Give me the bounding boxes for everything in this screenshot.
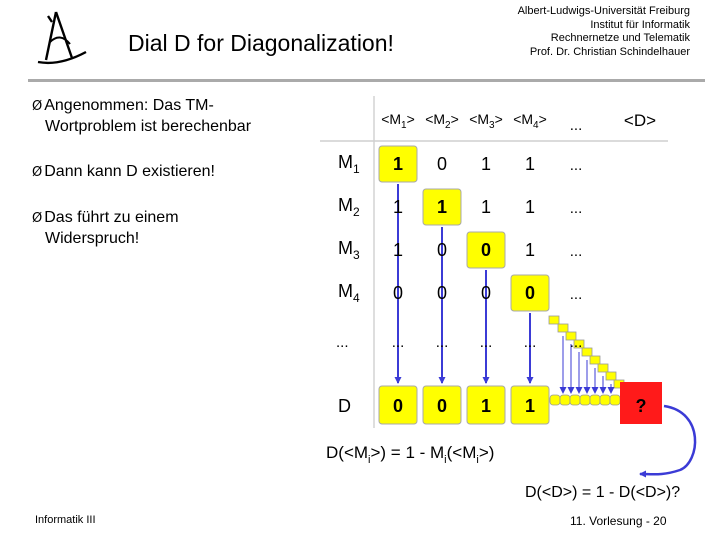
- table-cell: 1: [436, 197, 448, 217]
- institution-line: Prof. Dr. Christian Schindelhauer: [529, 45, 690, 58]
- table-cell: 0: [436, 154, 448, 174]
- row-label-m1: $M_1$: [338, 152, 360, 176]
- table-cell: ...: [523, 334, 537, 351]
- row-label-d: D: [338, 396, 351, 416]
- institution-info: [460, 5, 690, 59]
- page-title: Dial D for Diagonalization!: [128, 30, 394, 56]
- table-cell: 1: [392, 240, 404, 260]
- institution-line: Rechnernetze und Telematik: [550, 32, 690, 44]
- table-cell: 0: [480, 283, 492, 303]
- course-name: Informatik III: [35, 514, 96, 526]
- formula-d-definition: $D(<M_i>) = 1 - M_i(<M_i>)$: [326, 443, 495, 466]
- d-row-value: 0: [392, 396, 404, 416]
- table-cell: 1: [524, 240, 536, 260]
- diagonalization-diagram: [318, 92, 718, 508]
- table-cell: 1: [524, 154, 536, 174]
- institution-line: Institut für Informatik: [590, 18, 690, 31]
- table-cell: 1: [392, 197, 404, 217]
- table-cell: ...: [391, 334, 405, 351]
- column-header-ellipsis: ...: [569, 117, 583, 134]
- bullet-text: Das führt zu einem: [44, 209, 179, 226]
- bullet-marker: Ø: [32, 165, 43, 180]
- column-header-m2: $<M_2>$: [425, 111, 459, 131]
- university-logo: [30, 8, 92, 68]
- row-label-m3: $M_3$: [338, 238, 360, 262]
- institution-line: Albert-Ludwigs-Universität Freiburg: [517, 5, 690, 17]
- bullet-marker: Ø: [32, 99, 43, 114]
- d-row-value: 1: [524, 396, 536, 416]
- column-headers: [381, 111, 656, 134]
- bullet-assumption: [32, 96, 251, 137]
- table-cell: 0: [480, 240, 492, 260]
- d-row-value: 1: [480, 396, 492, 416]
- table-cell: 1: [480, 154, 492, 174]
- column-header-m4: $<M_4>$: [513, 111, 547, 131]
- bullet-contradiction: [32, 208, 179, 249]
- lecture-page: 11. Vorlesung - 20: [570, 514, 667, 528]
- header-divider: [28, 79, 705, 82]
- table-cell: ...: [479, 334, 493, 351]
- formula-contradiction: D(<D>) = 1 - D(<D>)?: [525, 484, 681, 501]
- d-row-value: 0: [436, 396, 448, 416]
- row-label-m2: $M_2$: [338, 195, 360, 219]
- table-cell: ...: [569, 157, 583, 174]
- table-cell: 1: [392, 154, 404, 174]
- unknown-value: ?: [635, 396, 647, 416]
- table-cell: 1: [524, 197, 536, 217]
- bullet-text: Angenommen: Das TM-: [44, 97, 214, 114]
- bullet-text: Dann kann D existieren!: [44, 163, 215, 180]
- bullet-text: Wortproblem ist berechenbar: [45, 118, 252, 135]
- column-header-m3: $<M_3>$: [469, 111, 503, 131]
- bullet-d-exists: [32, 162, 215, 183]
- column-header-d: <D>: [623, 111, 657, 130]
- table-cell: 0: [524, 283, 536, 303]
- column-header-m1: $<M_1>$: [381, 111, 415, 131]
- logo-icon: [30, 8, 92, 68]
- column-arrows: [398, 184, 695, 474]
- bullet-marker: Ø: [32, 211, 43, 226]
- table-cell: 0: [436, 283, 448, 303]
- d-row-continuation: [550, 395, 620, 405]
- table-cell: ...: [569, 243, 583, 260]
- row-labels: [336, 152, 360, 416]
- table-cell: 0: [392, 283, 404, 303]
- table-cell: ...: [569, 286, 583, 303]
- row-label-ellipsis: ...: [336, 334, 349, 351]
- row-label-m4: $M_4$: [338, 281, 360, 305]
- table-cell: ...: [569, 200, 583, 217]
- table-cell: 0: [436, 240, 448, 260]
- table-cell: ...: [569, 334, 583, 351]
- table-cell: ...: [435, 334, 449, 351]
- table-cell: 1: [480, 197, 492, 217]
- bullet-text: Widerspruch!: [45, 230, 140, 247]
